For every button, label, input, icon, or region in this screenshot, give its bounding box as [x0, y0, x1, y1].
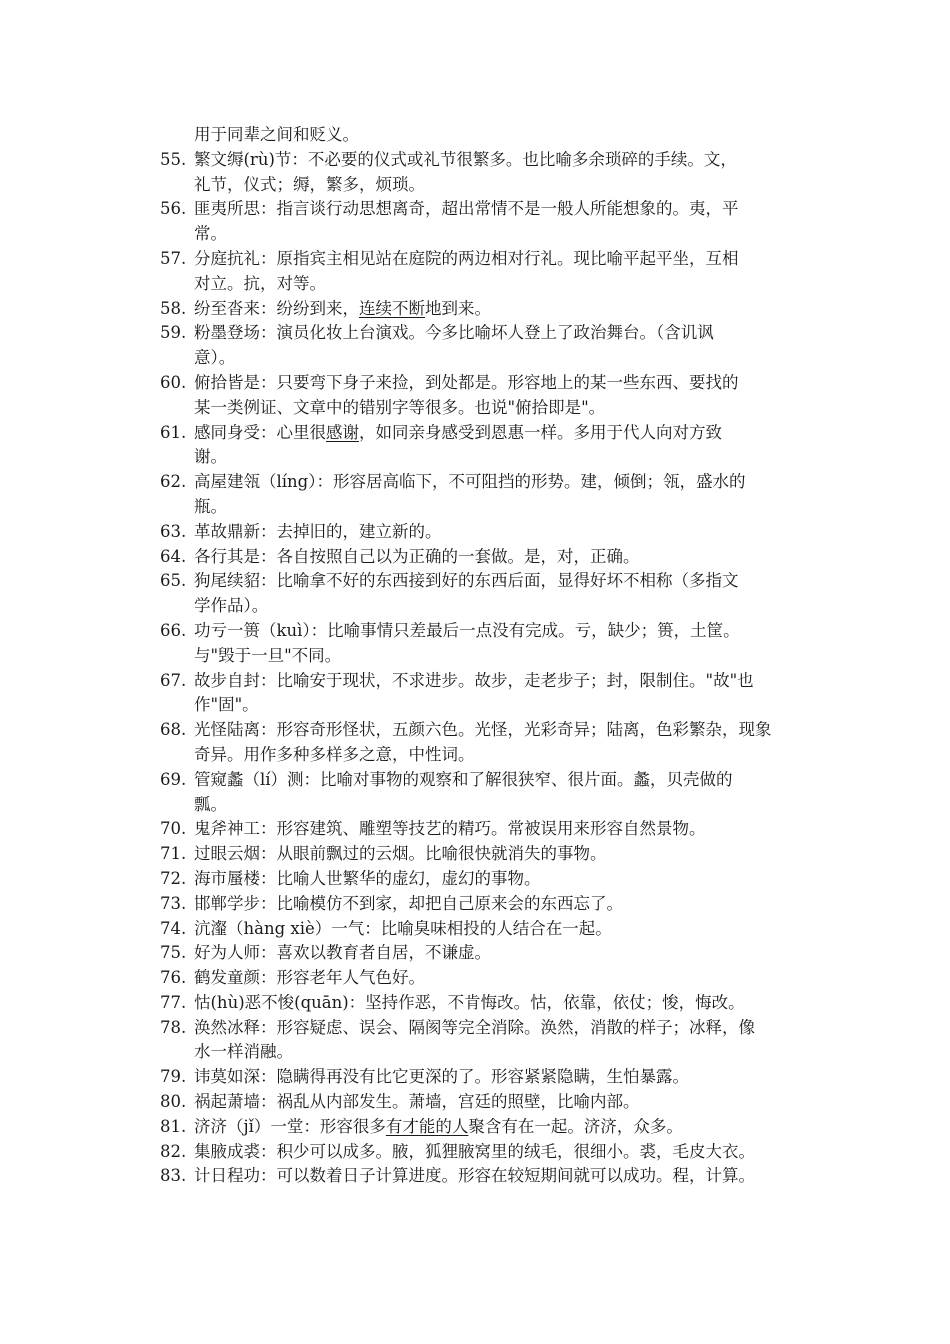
- entry-number: 70.: [160, 819, 187, 839]
- entry-number: 57.: [160, 248, 187, 268]
- entry-number: 55.: [160, 149, 187, 169]
- entry-text: 计日程功：可以数着日子计算进度。形容在较短期间就可以成功。程，计算。: [194, 1166, 755, 1186]
- idiom-continuation-line: [160, 644, 810, 669]
- entry-text: 繁文缛(rù)节：不必要的仪式或礼节很繁多。也比喻多余琐碎的手续。文，: [194, 149, 737, 169]
- entry-number: 80.: [160, 1092, 187, 1112]
- entry-number: 65.: [160, 571, 187, 591]
- entry-text-after: 地到来。: [425, 298, 491, 318]
- entry-number: 73.: [160, 893, 187, 913]
- idiom-entry-line: [160, 1164, 810, 1189]
- entry-number: 78.: [160, 1017, 187, 1037]
- entry-text: 各行其是：各自按照自己以为正确的一套做。是，对，正确。: [194, 546, 640, 566]
- entry-text: 与"毁于一旦"不同。: [194, 645, 342, 665]
- underlined-text: 有才能的人: [385, 1116, 469, 1136]
- entry-number: 63.: [160, 521, 187, 541]
- idiom-list: [160, 123, 810, 1189]
- entry-number: 64.: [160, 546, 187, 566]
- idiom-entry-line: [160, 1140, 810, 1165]
- idiom-entry-line: [160, 1115, 810, 1140]
- entry-text: 功亏一篑（kuì）：比喻事情只差最后一点没有完成。亏，缺少；篑，土筐。: [194, 620, 740, 640]
- idiom-continuation-line: [160, 495, 810, 520]
- entry-text: 涣然冰释：形容疑虑、误会、隔阂等完全消除。涣然，消散的样子；冰释，像: [194, 1017, 755, 1037]
- idiom-entry-line: [160, 371, 810, 396]
- idiom-entry-line: [160, 718, 810, 743]
- idiom-entry-line: [160, 966, 810, 991]
- entry-number: 61.: [160, 422, 187, 442]
- idiom-continuation-line: [160, 123, 810, 148]
- idiom-entry-line: [160, 470, 810, 495]
- entry-text: 狗尾续貂：比喻拿不好的东西接到好的东西后面，显得好坏不相称（多指文: [194, 571, 739, 591]
- entry-text: 过眼云烟：从眼前飘过的云烟。比喻很快就消失的事物。: [194, 844, 607, 864]
- entry-text: 分庭抗礼：原指宾主相见站在庭院的两边相对行礼。现比喻平起平坐，互相: [194, 248, 739, 268]
- entry-number: 83.: [160, 1166, 187, 1186]
- entry-text: 俯拾皆是：只要弯下身子来捡，到处都是。形容地上的某一些东西、要找的: [194, 372, 739, 392]
- entry-number: 72.: [160, 868, 187, 888]
- idiom-entry-line: [160, 520, 810, 545]
- idiom-continuation-line: [160, 396, 810, 421]
- entry-text: 纷至沓来：纷纷到来，: [194, 298, 359, 318]
- entry-text: 管窥蠡（lí）测：比喻对事物的观察和了解很狭窄、很片面。蠡，贝壳做的: [194, 769, 733, 789]
- underlined-text: 连续不断: [359, 298, 425, 318]
- entry-text: 沆瀣（hàng xiè）一气：比喻臭味相投的人结合在一起。: [194, 918, 612, 938]
- entry-number: 59.: [160, 323, 187, 343]
- entry-text: 谢。: [194, 447, 227, 467]
- idiom-entry-line: [160, 991, 810, 1016]
- idiom-entry-line: [160, 768, 810, 793]
- entry-number: 62.: [160, 472, 187, 492]
- entry-text: 鬼斧神工：形容建筑、雕塑等技艺的精巧。常被误用来形容自然景物。: [194, 819, 706, 839]
- idiom-entry-line: [160, 247, 810, 272]
- entry-number: 68.: [160, 720, 187, 740]
- entry-text: 意）。: [194, 348, 236, 368]
- entry-text: 感同身受：心里很: [194, 422, 326, 442]
- idiom-entry-line: [160, 197, 810, 222]
- entry-number: 69.: [160, 769, 187, 789]
- idiom-continuation-line: [160, 1040, 810, 1065]
- idiom-entry-line: [160, 669, 810, 694]
- entry-text: 故步自封：比喻安于现状，不求进步。故步，走老步子；封，限制住。"故"也: [194, 670, 754, 690]
- entry-text: 怙(hù)恶不悛(quān)：坚持作恶，不肯悔改。怙，依靠，依仗；悛，悔改。: [194, 992, 745, 1012]
- idiom-continuation-line: [160, 445, 810, 470]
- entry-text: 常。: [194, 224, 227, 244]
- idiom-entry-line: [160, 148, 810, 173]
- entry-number: 67.: [160, 670, 187, 690]
- idiom-entry-line: [160, 421, 810, 446]
- entry-text: 革故鼎新：去掉旧的，建立新的。: [194, 521, 442, 541]
- entry-text: 奇异。用作多种多样多之意，中性词。: [194, 744, 475, 764]
- idiom-entry-line: [160, 545, 810, 570]
- entry-text: 作"固"。: [194, 695, 259, 715]
- entry-text: 济济（jǐ）一堂：形容很多: [194, 1116, 386, 1136]
- idiom-entry-line: [160, 619, 810, 644]
- idiom-entry-line: [160, 817, 810, 842]
- entry-number: 58.: [160, 298, 187, 318]
- entry-number: 71.: [160, 844, 187, 864]
- idiom-entry-line: [160, 842, 810, 867]
- entry-text: 礼节，仪式；缛，繁多，烦琐。: [194, 174, 425, 194]
- entry-text: 光怪陆离：形容奇形怪状，五颜六色。光怪，光彩奇异；陆离，色彩繁杂，现象: [194, 720, 772, 740]
- entry-text: 祸起萧墙：祸乱从内部发生。萧墙，宫廷的照壁，比喻内部。: [194, 1092, 640, 1112]
- entry-number: 60.: [160, 372, 187, 392]
- entry-text: 学作品）。: [194, 596, 269, 616]
- idiom-entry-line: [160, 569, 810, 594]
- entry-number: 82.: [160, 1141, 187, 1161]
- entry-text: 对立。抗，对等。: [194, 273, 326, 293]
- idiom-entry-line: [160, 297, 810, 322]
- entry-text: 海市蜃楼：比喻人世繁华的虚幻，虚幻的事物。: [194, 868, 541, 888]
- entry-text: 集腋成裘：积少可以成多。腋，狐狸腋窝里的绒毛，很细小。裘，毛皮大衣。: [194, 1141, 755, 1161]
- entry-number: 81.: [160, 1116, 187, 1136]
- idiom-continuation-line: [160, 173, 810, 198]
- entry-number: 76.: [160, 968, 187, 988]
- idiom-continuation-line: [160, 222, 810, 247]
- entry-text-after: ，如同亲身感受到恩惠一样。多用于代人向对方致: [359, 422, 722, 442]
- idiom-entry-line: [160, 941, 810, 966]
- entry-text: 瓶。: [194, 496, 227, 516]
- idiom-entry-line: [160, 1090, 810, 1115]
- idiom-entry-line: [160, 917, 810, 942]
- entry-text: 匪夷所思：指言谈行动思想离奇，超出常情不是一般人所能想象的。夷，平: [194, 199, 739, 219]
- entry-text: 水一样消融。: [194, 1042, 293, 1062]
- entry-number: 74.: [160, 918, 187, 938]
- entry-text: 鹤发童颜：形容老年人气色好。: [194, 968, 425, 988]
- idiom-entry-line: [160, 321, 810, 346]
- entry-number: 56.: [160, 199, 187, 219]
- idiom-entry-line: [160, 1065, 810, 1090]
- entry-number: 79.: [160, 1067, 187, 1087]
- idiom-entry-line: [160, 1016, 810, 1041]
- idiom-continuation-line: [160, 594, 810, 619]
- entry-text: 高屋建瓴（líng）：形容居高临下，不可阻挡的形势。建，倾倒；瓴，盛水的: [194, 472, 746, 492]
- entry-text: 好为人师：喜欢以教育者自居，不谦虚。: [194, 943, 491, 963]
- entry-number: 75.: [160, 943, 187, 963]
- entry-text: 用于同辈之间和贬义。: [194, 125, 359, 144]
- entry-text: 粉墨登场：演员化妆上台演戏。今多比喻坏人登上了政治舞台。（含讥讽: [194, 323, 714, 343]
- idiom-continuation-line: [160, 743, 810, 768]
- entry-text: 某一类例证、文章中的错别字等很多。也说"俯拾即是"。: [194, 397, 606, 417]
- idiom-entry-line: [160, 892, 810, 917]
- idiom-continuation-line: [160, 793, 810, 818]
- entry-text: 瓢。: [194, 794, 227, 814]
- entry-number: 77.: [160, 992, 187, 1012]
- idiom-continuation-line: [160, 693, 810, 718]
- entry-text: 讳莫如深：隐瞒得再没有比它更深的了。形容紧紧隐瞒，生怕暴露。: [194, 1067, 689, 1087]
- entry-text: 邯郸学步：比喻模仿不到家，却把自己原来会的东西忘了。: [194, 893, 623, 913]
- entry-number: 66.: [160, 620, 187, 640]
- idiom-continuation-line: [160, 346, 810, 371]
- idiom-continuation-line: [160, 272, 810, 297]
- underlined-text: 感谢: [326, 422, 359, 442]
- idiom-entry-line: [160, 867, 810, 892]
- entry-text-after: 聚含有在一起。济济，众多。: [468, 1116, 683, 1136]
